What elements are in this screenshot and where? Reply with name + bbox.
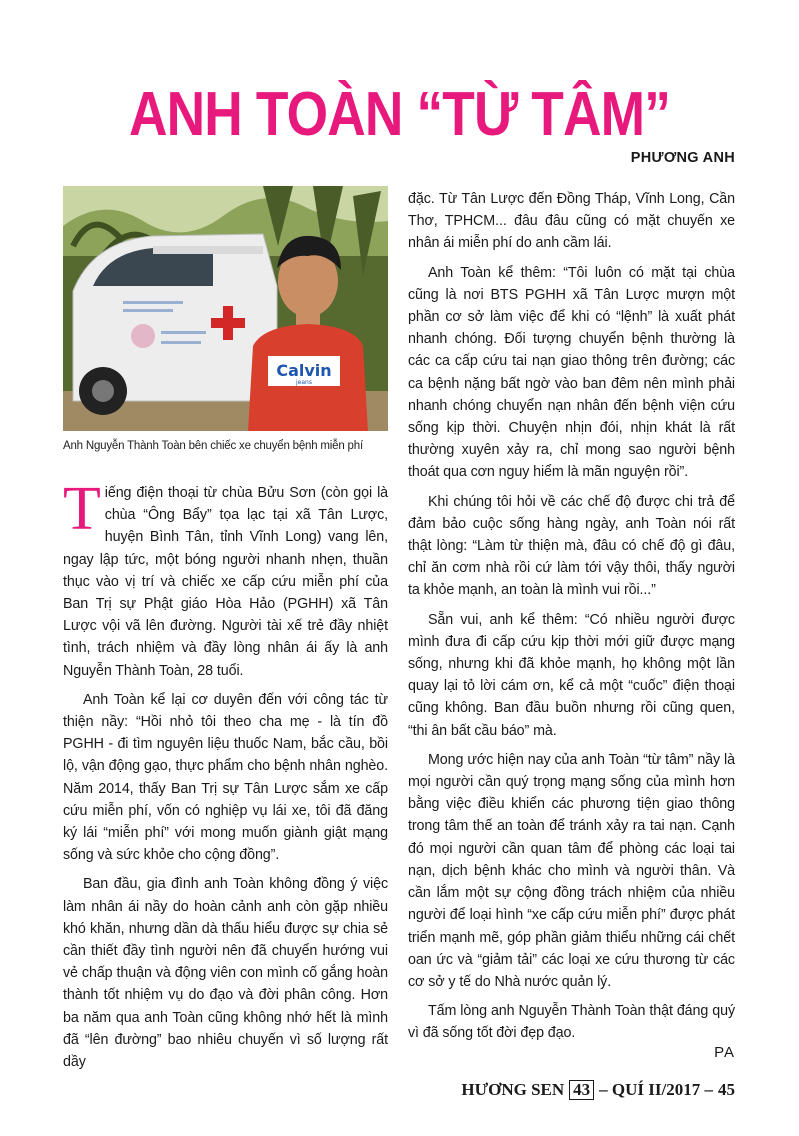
paragraph-3: Ban đầu, gia đình anh Toàn không đồng ý việc làm nhân ái nầy do hoàn cảnh anh còn gặp nhiều khó khăn, nhưng dần dà thấu hiểu được sự chia sẻ cần thiết đầy tình người nên đã chuyển hướng vui vẻ chấp thuận và động viên con mình cố gắng hoàn thành tốt nhiệm vụ do đạo và đời phân công. Hơn ba năm qua anh Toàn cũng không nhớ hết là mình đã “lên đường” bao nhiêu chuyến vì số lượng rất dầy — [63, 876, 388, 1071]
paragraph-5: Khi chúng tôi hỏi về các chế độ được chi trả để đảm bảo cuộc sống hàng ngày, anh Toàn nói rất thật lòng: “Làm từ thiện mà, đâu có chế độ gì đâu, chỉ ăn cơm nhà rồi cứ làm tới vậy thôi, thấy người ta khỏe mạnh, an toàn là mình vui rồi...” — [408, 493, 735, 599]
page-number: 45 — [718, 1080, 735, 1099]
paragraph-3-continued: đặc. Từ Tân Lược đến Đồng Tháp, Vĩnh Long, Cần Thơ, TPHCM... đâu đâu cũng có mặt chuyến xe nhân ái miễn phí do anh cầm lái. — [408, 191, 735, 252]
article-photo — [63, 186, 388, 431]
paragraph-4: Anh Toàn kể thêm: “Tôi luôn có mặt tại chùa cũng là nơi BTS PGHH xã Tân Lược mượn một phần cơ sở làm việc để khi có “lệnh” là xuất phát nhanh chóng. Đối tượng chuyển bệnh thường là các ca cấp cứu tai nạn giao thông trên đường; các ca bệnh nặng bất ngờ vào ban đêm nên mình phải nhanh chóng chuyển nạn nhân đến bệnh viện cứu sống kịp thời. Chuyện nhịn đói, nhịn khát là rất thường xuyên xảy ra, chỉ mong sao người bệnh thoát qua cơn nguy hiểm là mãn nguyện rồi”. — [408, 264, 735, 481]
paragraph-6: Sẵn vui, anh kể thêm: “Có nhiều người được mình đưa đi cấp cứu kịp thời mới giữ được mạng sống, nhưng khi đã khỏe mạnh, họ không một lần quay lại tỏ lời cám ơn, kể cả một “cuốc” điện thoại cũng không. Ban đầu buồn nhưng rồi cũng quen, “thi ân bất cầu báo” mà. — [408, 611, 735, 739]
magazine-name: HƯƠNG SEN — [461, 1080, 565, 1099]
paragraph-1 — [63, 475, 388, 682]
article-title: ANH TOÀN “TỪ TÂM” — [128, 80, 671, 149]
photo-caption: Anh Nguyễn Thành Toàn bên chiếc xe chuyển bệnh miễn phí — [63, 440, 363, 452]
paragraph-2: Anh Toàn kể lại cơ duyên đến với công tác từ thiện nầy: “Hồi nhỏ tôi theo cha mẹ - là tín đồ PGHH - đi tìm nguyên liệu thuốc Nam, bắc cầu, bồi lộ, vận động gạo, thực phẩm cho bệnh nhân nghèo. Năm 2014, thấy Ban Trị sự Tân Lược sắm xe cấp cứu miễn phí, vốn có nghiệp vụ lái xe, tôi đã đăng ký lái “miễn phí” với mong muốn giành giật mạng sống và sức khỏe cho cộng đồng”. — [63, 691, 388, 864]
issue-number: 43 — [569, 1080, 594, 1100]
signature: PA — [714, 1044, 735, 1061]
page-footer — [461, 1080, 735, 1100]
paragraph-8: Tấm lòng anh Nguyễn Thành Toàn thật đáng quý vì đã sống tốt đời đẹp đạo. — [408, 1003, 735, 1042]
paragraph-1-text: iếng điện thoại từ chùa Bửu Sơn (còn gọi là chùa “Ông Bẩy” tọa lạc tại xã Tân Lược, huyện Bình Tân, tỉnh Vĩnh Long) vang lên, ngay lập tức, một bóng người nhanh nhẹn, thuần thục vào vị trí và chiếc xe cấp cứu miễn phí của Ban Trị sự Phật giáo Hòa Hảo (PGHH) xã Tân Lược vội vã lên đường. Người tài xế trẻ đầy nhiệt tình, trách nhiệm và đầy lòng nhân ái ấy là anh Nguyễn Thành Toàn, 28 tuổi. — [63, 485, 388, 679]
paragraph-7: Mong ước hiện nay của anh Toàn “từ tâm” nầy là mọi người cần quý trọng mạng sống của mình hơn bằng việc điều khiển các phương tiện giao thông trong tâm thế an toàn để tránh xảy ra tai nạn. Cạnh đó mọi người cần quan tâm để phòng các loại tai nạn, dịch bệnh khác cho mình và người thân. Và cần lắm một sự cộng đồng trách nhiệm của nhiều người để loại hình “xe cấp cứu miễn phí” được phát triển mạnh mẽ, góp phần giảm thiểu những cái chết oan ức và “giảm tải” các loại xe cứu thương từ các cơ sở y tế do Nhà nước quản lý. — [408, 751, 735, 990]
drop-cap: T — [63, 475, 101, 543]
issue-period: – QUÍ II/2017 – — [599, 1080, 713, 1099]
author-byline: PHƯƠNG ANH — [630, 150, 735, 166]
shirt-logo: Calvin — [276, 361, 332, 380]
right-column — [408, 188, 735, 1045]
left-column — [63, 475, 388, 1073]
shirt-logo-sub: jeans — [296, 379, 312, 386]
